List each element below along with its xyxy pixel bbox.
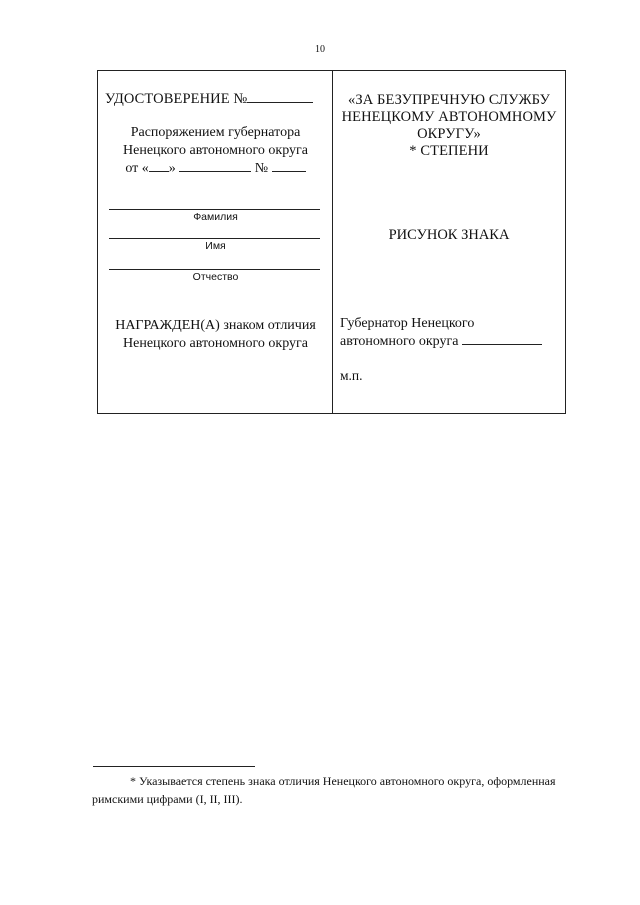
order-reference: [98, 124, 333, 178]
governor-signature-blank: [462, 343, 542, 345]
seal-mark: м.п.: [340, 368, 363, 383]
award-statement: [98, 317, 333, 353]
order-line-1: Распоряжением губернатора: [130, 125, 301, 140]
name-line: [109, 238, 320, 239]
order-number-blank: [272, 170, 306, 172]
governor-line-2-text: автономного округа: [340, 334, 459, 349]
award-line-2: Ненецкого автономного округа: [123, 336, 308, 351]
footnote-line-1-text: * Указывается степень знака отличия Ненецкого автономного округа, оформленная: [130, 774, 556, 788]
governor-line-2: [340, 333, 542, 351]
certificate-title-text: УДОСТОВЕРЕНИЕ №: [105, 91, 248, 107]
nomination-line-2: НЕНЕЦКОМУ АВТОНОМНОМУ: [341, 109, 557, 125]
governor-line-1: Губернатор Ненецкого: [340, 316, 475, 331]
order-day-blank: [149, 170, 169, 172]
patronymic-line: [109, 269, 320, 270]
order-month-blank: [179, 170, 251, 172]
award-nomination: [333, 92, 565, 160]
certificate-title: [105, 91, 313, 108]
footnote-line-2: римскими цифрами (I, II, III).: [92, 792, 243, 806]
badge-picture-placeholder: РИСУНОК ЗНАКА: [388, 227, 510, 243]
order-number-sign: №: [254, 161, 269, 176]
footnote-line-1: [92, 772, 592, 790]
certificate-right-panel: [333, 71, 565, 413]
order-date-mid: »: [168, 161, 176, 176]
nomination-line-3: ОКРУГУ»: [417, 126, 481, 142]
governor-signature: [340, 315, 542, 351]
name-label: Имя: [205, 240, 226, 252]
patronymic-label: Отчество: [192, 271, 239, 283]
degree-line: * СТЕПЕНИ: [409, 143, 489, 159]
footnote-separator: [93, 766, 255, 767]
nomination-line-1: «ЗА БЕЗУПРЕЧНУЮ СЛУЖБУ: [348, 92, 550, 108]
order-date-prefix: от «: [125, 161, 149, 176]
certificate-number-blank: [247, 101, 313, 103]
certificate-left-panel: [98, 71, 333, 413]
surname-label: Фамилия: [193, 211, 238, 223]
page-number: 10: [315, 44, 325, 55]
surname-line: [109, 209, 320, 210]
order-date-line: [98, 160, 333, 178]
footnote: [92, 772, 592, 808]
order-line-2: Ненецкого автономного округа: [123, 143, 308, 158]
award-line-1: НАГРАЖДЕН(А) знаком отличия: [115, 318, 316, 333]
certificate-form: [97, 70, 566, 414]
